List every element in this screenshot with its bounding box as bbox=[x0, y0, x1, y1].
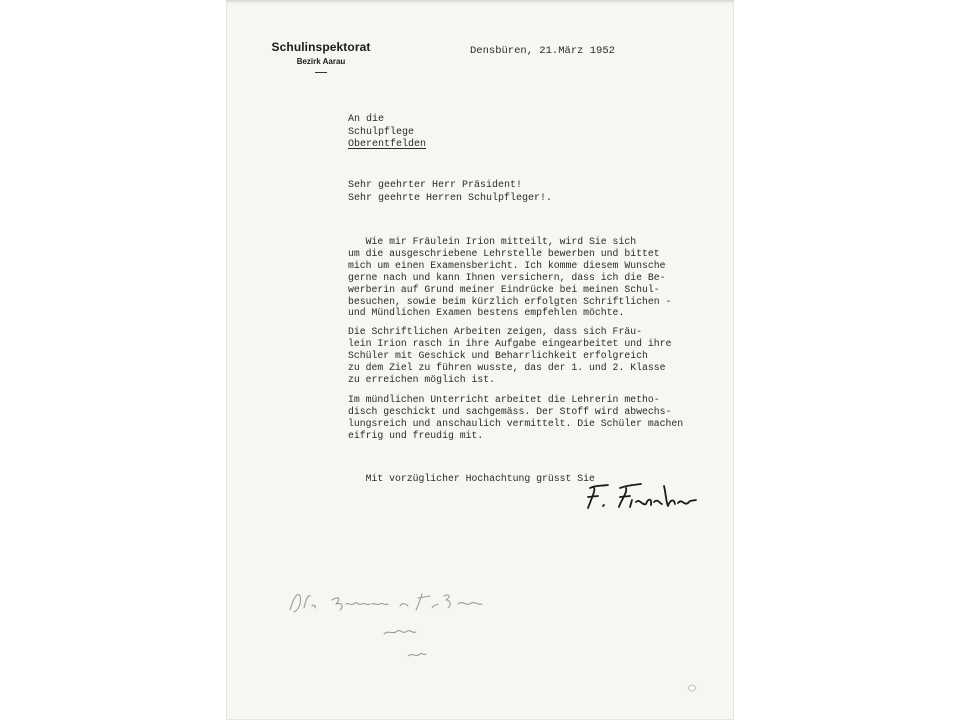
recipient-line-2: Schulpflege bbox=[348, 126, 415, 138]
body-paragraph-3: Im mündlichen Unterricht arbeitet die Lehrerin metho- disch geschickt und sachgemäss. Der Stoff wird abwechs- lungsreich und anschaulich vermittelt. Die Schüler machen eifrig und freudig mit. bbox=[348, 394, 684, 441]
letterhead-subtitle: Bezirk Aarau bbox=[296, 57, 346, 66]
body-paragraph-1: Wie mir Fräulein Irion mitteilt, wird Sie sich um die ausgeschriebene Lehrstelle bewerben und bittet mich um einen Examensbericht. Ich komme diesem Wunsche gerne nach und kann Ihnen versichern, dass ich die Be- werberin auf Grund meiner Eindrücke bei meinen Schul- besuchen, sowie beim kürzlich erfolgten Schriftlichen - und Mündlichen Examen bestens empfehlen möchte. bbox=[348, 236, 672, 319]
letterhead-rule bbox=[315, 72, 327, 73]
letter-page bbox=[226, 0, 734, 720]
recipient-line-1: An die bbox=[348, 114, 385, 125]
letterhead bbox=[256, 40, 386, 73]
recipient-address bbox=[348, 114, 426, 152]
salutation-line-2: Sehr geehrte Herren Schulpfleger!. bbox=[348, 192, 553, 204]
pencil-annotation bbox=[284, 582, 524, 672]
date-line: Densbüren, 21.März 1952 bbox=[470, 45, 615, 57]
closing-line: Mit vorzüglicher Hochachtung grüsst Sie bbox=[348, 473, 595, 484]
paper-stain-mark bbox=[686, 682, 700, 694]
salutation-line-1: Sehr geehrter Herr Präsident! bbox=[348, 180, 523, 191]
salutation bbox=[348, 180, 552, 205]
letterhead-title: Schulinspektorat bbox=[271, 40, 371, 54]
body-paragraph-2: Die Schriftlichen Arbeiten zeigen, dass sich Fräu- lein Irion rasch in ihre Aufgabe eingearbeitet und ihre Schüler mit Geschick und Beharrlichkeit erfolgreich zu dem Ziel zu führen wusste, das der 1. und 2. Klasse zu erreichen möglich ist. bbox=[348, 326, 672, 385]
recipient-line-3: Oberentfelden bbox=[348, 139, 427, 150]
signature-image bbox=[584, 476, 702, 516]
